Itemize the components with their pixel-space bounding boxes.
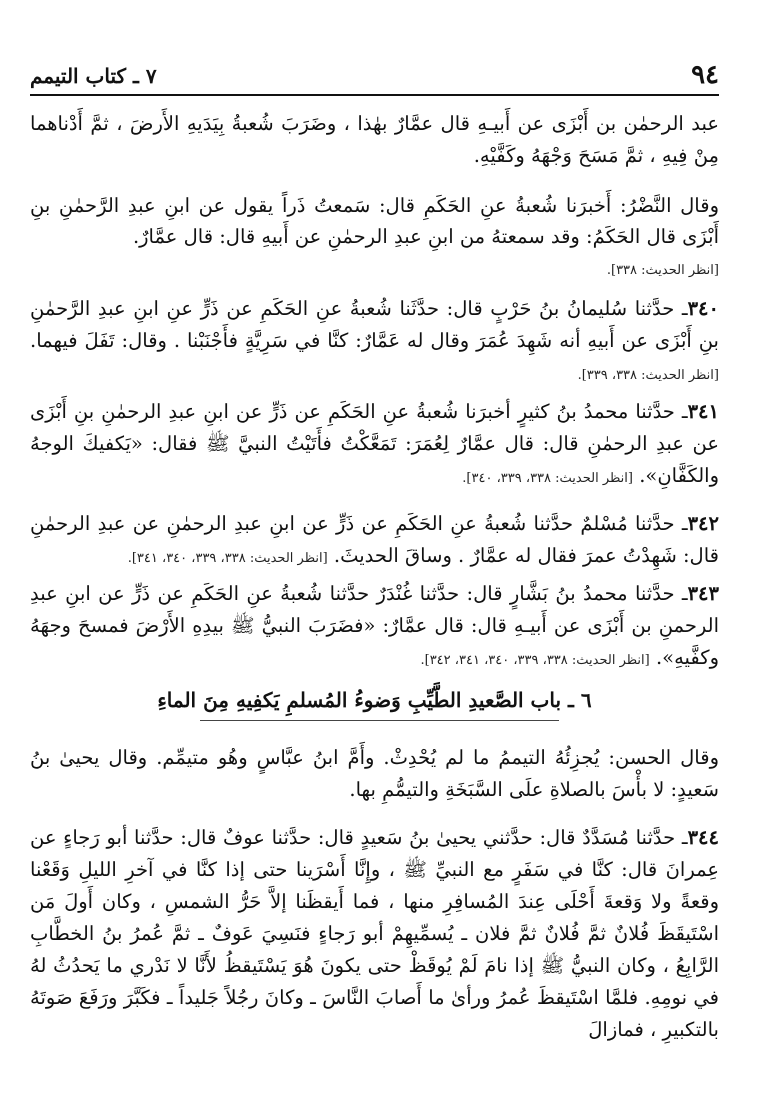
hadith-number: ٣٤٤ xyxy=(687,826,719,849)
hadith-344 xyxy=(30,822,719,1046)
paragraph-hasan xyxy=(30,742,719,806)
hadith-number: ٣٤١ xyxy=(687,400,719,423)
hadith-number: ٣٤٢ xyxy=(687,512,719,535)
hadith-342 xyxy=(30,508,719,575)
hadith-340 xyxy=(30,293,719,392)
page-header xyxy=(30,58,719,96)
paragraph-text: وقال النَّضْرُ: أَخبرَنا شُعبةُ عنِ الحَكَمِ قال: سَمعتُ ذَراً يقول عن ابنِ عبدِ الرَّحمٰنِ بنِ أَبْزَى قال الحَكَمُ: وقد سمعتهُ من ابنِ عبدِ الرحمٰنِ عن أَبيهِ قال: قال عمَّارٌ. xyxy=(30,194,719,248)
hadith-number: ٣٤٣ xyxy=(687,582,719,605)
chapter-heading xyxy=(30,688,719,712)
hadith-text: ـ حدَّثنا مُسْلمٌ حدَّثنا شُعبةُ عنِ الحَكَمِ عن ذَرٍّ عن ابنِ عبدِ الرحمٰنِ عن عبدِ الرحمٰنِ قال: شَهِدْتُ عمرَ فقال له عمَّارٌ . وساقَ الحديثَ. xyxy=(30,512,719,567)
hadith-text: ـ حدَّثنا محمدُ بنُ كثيرٍ أخبرَنا شُعبةُ عنِ الحَكَمِ عن ذَرٍّ عن ابنِ عبدِ الرحمٰنِ بنِ أَبْزَى عن عبدِ الرحمٰنِ قال: قال عمَّارٌ لِعُمَرَ: تَمَعَّكْتُ فأَتَيْتُ النبيَّ ﷺ فقال: «يَكفيكَ الوجهُ والكَفَّانِ». xyxy=(30,400,719,487)
page-number: ٩٤ xyxy=(691,60,719,90)
hadith-text: ـ حدَّثنا مُسَدَّدٌ قال: حدَّثني يحيىٰ بنُ سَعيدٍ قال: حدَّثنا عوفٌ قال: حدَّثنا أبو رَجاءٍ عن عِمرانَ قال: كنَّا في سَفَرٍ مع النبيِّ ﷺ ، وإِنَّا أَسْرَينا حتى إذا كنَّا في آخرِ الليلِ وَقَعْنا وقعةً ولا وَقعةَ أَحْلَى عِندَ المُسافِرِ منها ، فما أَيقظَنا إلاَّ حَرُّ الشمسِ ، وكان أَولَ مَن اسْتَيقَظَ فُلانٌ ثمَّ فُلانٌ ثمَّ فلان ـ يُسمِّيهِمْ أبو رَجاءٍ فنَسِيَ عَوفٌ ـ ثمَّ عُمرُ بنُ الخطَّابِ الرَّابِعُ ، وكان النبيُّ ﷺ إذا نامَ لَمْ يُوقَظْ حتى يكونَ هُوَ يَسْتَيقظُ لأَنَّا لا نَدْري ما يَحدُثُ لهُ في نومِهِ. فلمَّا اسْتَيقظَ عُمرُ ورأىٰ ما أَصابَ النَّاسَ ـ وكانَ رجُلاً جَليداً ـ فكَبَّرَ ورَفَعَ صَوتَهُ بالتكبيرِ ، فمازالَ xyxy=(30,826,719,1041)
paragraph-text: عبد الرحمٰن بن أَبْزَى عن أَبيـهِ قال عمَّارٌ بهٰذا ، وضَرَبَ شُعبةُ بِيَدَيهِ الأَرضَ ، ثمَّ أَدْناهما مِنْ فِيهِ ، ثمَّ مَسَحَ وَجْهَهُ وكَفَّيْهِ. xyxy=(30,112,719,167)
paragraph-nadr xyxy=(30,190,719,286)
chapter-title: ٦ ـ باب الصَّعيدِ الطَّيِّبِ وَضوءُ المُسلمِ يَكفِيهِ مِنَ الماءِ xyxy=(157,688,592,712)
hadith-343 xyxy=(30,578,719,677)
hadith-reference: [انظر الحديث: ٣٣٨، ٣٣٩]. xyxy=(577,368,719,383)
paragraph-text: وقال الحسن: يُجزِئُهُ التيممُ ما لم يُحْدِثْ. وأَمَّ ابنُ عبَّاسٍ وهُو متيمِّم. وقال يحيىٰ بنُ سَعيدٍ: لا بأْسَ بالصلاةِ علَى السَّبَخَةِ والتيمُّمِ بها. xyxy=(30,746,719,801)
chapter-underline xyxy=(200,720,559,721)
hadith-reference: [انظر الحديث: ٣٣٨، ٣٣٩، ٣٤٠، ٣٤١]. xyxy=(127,551,328,566)
hadith-341 xyxy=(30,396,719,495)
hadith-text: ـ حدَّثنا محمدُ بنُ بَشَّارٍ قال: حدَّثنا غُنْدَرٌ حدَّثنا شُعبةُ عنِ الحَكَمِ عن ذَرٍّ عن ابنِ عبدِ الرحمنِ بن أَبْزَى عن أَبيـهِ قال: قال عمَّارٌ: «فضَرَبَ النبيُّ ﷺ بيدِهِ الأَرْضَ فمسحَ وجهَهُ وكفَّيهِ». xyxy=(30,582,719,669)
running-title: ٧ ـ كتاب التيمم xyxy=(30,64,157,88)
hadith-text: ـ حدَّثنا سُليمانُ بنُ حَرْبٍ قال: حدَّثَنا شُعبةُ عنِ الحَكَمِ عن ذَرٍّ عنِ ابنِ عبدِ الرَّحمٰنِ بنِ أَبْزَى عن أَبيهِ أنه شَهِدَ عُمَرَ وقال له عَمَّارٌ: كنَّا في سَرِيَّةٍ فأَجْنَبْنا . وقال: تَفَلَ فيهما. xyxy=(30,297,719,352)
hadith-reference: [انظر الحديث: ٣٣٨]. xyxy=(606,263,719,278)
hadith-reference: [انظر الحديث: ٣٣٨، ٣٣٩، ٣٤٠]. xyxy=(462,471,633,486)
hadith-number: ٣٤٠ xyxy=(687,297,719,320)
hadith-reference: [انظر الحديث: ٣٣٨، ٣٣٩، ٣٤٠، ٣٤١، ٣٤٢]. xyxy=(420,653,650,668)
paragraph-continuation xyxy=(30,108,719,172)
